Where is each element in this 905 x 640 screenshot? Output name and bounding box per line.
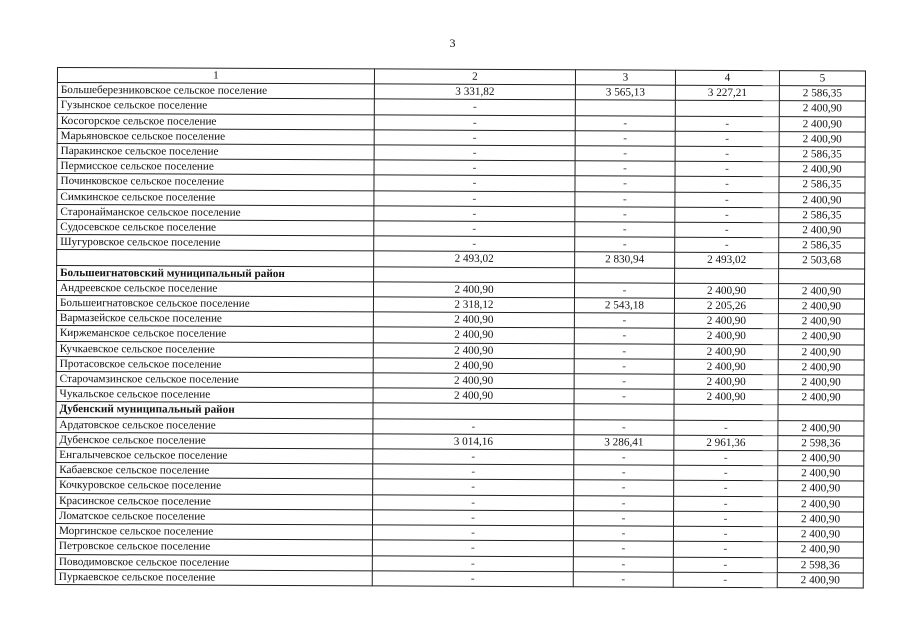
settlement-name: Косогорское сельское поселение (57, 113, 374, 130)
settlement-name: Кучкаевское сельское поселение (56, 341, 373, 358)
value-col-3: - (574, 283, 674, 299)
column-header-1: 1 (57, 68, 374, 85)
settlement-name: Судосевское сельское поселение (57, 220, 374, 237)
value-col-2: - (372, 555, 573, 571)
value-col-4: - (674, 465, 778, 481)
settlement-name: Большеберезниковское сельское поселение (57, 83, 374, 100)
value-col-5: 2 400,90 (778, 512, 864, 528)
value-col-2: - (374, 236, 575, 252)
value-col-2: - (374, 145, 575, 161)
settlement-name: Пуркаевское сельское поселение (55, 569, 372, 586)
settlement-name: Андреевское сельское поселение (57, 280, 374, 297)
value-col-5: 2 400,90 (778, 466, 864, 482)
value-col-4: 2 205,26 (674, 298, 778, 314)
value-col-2: 2 400,90 (373, 373, 574, 389)
value-col-3: - (574, 495, 674, 511)
value-col-2: - (373, 449, 574, 465)
value-col-2: - (373, 495, 574, 511)
value-col-2: - (373, 419, 574, 435)
settlement-name: Чукальское сельское поселение (56, 387, 373, 404)
settlement-name: Вармазейское сельское поселение (56, 311, 373, 328)
value-col-2: - (372, 525, 573, 541)
value-col-4: 2 400,90 (674, 313, 778, 329)
value-col-3: - (575, 191, 675, 207)
value-col-5: 2 586,35 (779, 177, 865, 193)
value-col-5: 2 400,90 (779, 223, 865, 239)
value-col-5 (779, 268, 865, 284)
value-col-5: 2 400,90 (778, 360, 864, 376)
district-name: Дубенский муниципальный район (56, 402, 373, 419)
value-col-4: 2 400,90 (674, 374, 778, 390)
value-col-4: - (675, 192, 779, 208)
settlement-name: Починковское сельское поселение (57, 174, 374, 191)
value-col-2: - (374, 130, 575, 146)
value-col-2: - (372, 571, 573, 587)
value-col-3: - (574, 511, 674, 527)
value-col-5 (778, 405, 864, 421)
settlement-name: Енгалычевское сельское поселение (56, 448, 373, 465)
value-col-2: 2 318,12 (373, 297, 574, 313)
value-col-5: 2 400,90 (778, 299, 864, 315)
page-number: 3 (449, 36, 456, 50)
value-col-2: 2 400,90 (373, 312, 574, 328)
value-col-4: 2 400,90 (674, 329, 778, 345)
value-col-2: - (372, 540, 573, 556)
settlement-name: Старочамзинское сельское поселение (56, 372, 373, 389)
value-col-3: - (575, 115, 675, 131)
value-col-3: - (574, 480, 674, 496)
value-col-5: 2 400,90 (778, 481, 864, 497)
value-col-5: 2 598,36 (778, 436, 864, 452)
tariff-table (55, 67, 866, 588)
value-col-2 (374, 267, 575, 283)
settlement-name: Моргинское сельское поселение (55, 524, 372, 541)
settlement-name: Марьяновское сельское поселение (57, 128, 374, 145)
value-col-4 (675, 268, 779, 284)
value-col-2: 2 400,90 (373, 388, 574, 404)
value-col-3: - (574, 389, 674, 405)
value-col-5: 2 400,90 (778, 344, 864, 360)
settlement-name: Шугуровское сельское поселение (57, 235, 374, 252)
column-header-2: 2 (374, 69, 575, 85)
settlement-name: Дубенское сельское поселение (56, 432, 373, 449)
value-col-5: 2 400,90 (777, 542, 863, 558)
value-col-2: - (374, 160, 575, 176)
value-col-3: - (574, 328, 674, 344)
value-col-3: 2 543,18 (574, 298, 674, 314)
value-col-3: - (575, 161, 675, 177)
value-col-3 (575, 267, 675, 283)
value-col-2: 2 400,90 (373, 343, 574, 359)
value-col-3: - (575, 146, 675, 162)
value-col-3: 2 830,94 (575, 252, 675, 268)
value-col-4: - (674, 511, 778, 527)
value-col-4: 2 400,90 (674, 283, 778, 299)
value-col-5: 2 400,90 (778, 496, 864, 512)
value-col-3: - (574, 343, 674, 359)
value-col-3: - (575, 176, 675, 192)
value-col-4: - (674, 481, 778, 497)
value-col-2: - (373, 479, 574, 495)
value-col-2: - (374, 191, 575, 207)
value-col-5: 2 400,90 (778, 329, 864, 345)
settlement-name: Протасовское сельское поселение (56, 356, 373, 373)
value-col-5: 2 400,90 (778, 451, 864, 467)
settlement-name (57, 250, 374, 267)
value-col-3: 3 286,41 (574, 435, 674, 451)
value-col-4: - (673, 541, 777, 557)
value-col-2: - (374, 221, 575, 237)
value-col-5: 2 586,35 (779, 147, 865, 163)
value-col-4: 3 227,21 (675, 85, 779, 101)
value-col-5: 2 400,90 (778, 283, 864, 299)
value-col-3: - (573, 556, 673, 572)
value-col-2: - (373, 510, 574, 526)
value-col-3 (575, 100, 675, 116)
value-col-2: - (374, 99, 575, 115)
value-col-3: - (574, 313, 674, 329)
value-col-3: - (575, 131, 675, 147)
value-col-2: 2 400,90 (373, 327, 574, 343)
value-col-3: - (574, 374, 674, 390)
column-header-3: 3 (575, 70, 675, 86)
value-col-2: - (374, 206, 575, 222)
value-col-5: 2 400,90 (777, 527, 863, 543)
value-col-3: - (574, 465, 674, 481)
table-row (55, 569, 863, 588)
value-col-4: - (675, 177, 779, 193)
column-header-4: 4 (675, 70, 779, 86)
value-col-4: - (675, 161, 779, 177)
value-col-4: - (674, 496, 778, 512)
value-col-3: 3 565,13 (575, 85, 675, 101)
value-col-4: 2 400,90 (674, 359, 778, 375)
value-col-2: - (373, 464, 574, 480)
value-col-4: 2 400,90 (674, 344, 778, 360)
settlement-name: Пермисское сельское поселение (57, 159, 374, 176)
value-col-4: - (673, 557, 777, 573)
value-col-4: - (675, 116, 779, 132)
settlement-name: Петровское сельское поселение (55, 539, 372, 556)
value-col-5: 2 503,68 (779, 253, 865, 269)
value-col-3: - (574, 359, 674, 375)
settlement-name: Гузынское сельское поселение (57, 98, 374, 115)
settlement-name: Большеигнатовское сельское поселение (56, 296, 373, 313)
value-col-5: 2 400,90 (777, 572, 863, 588)
value-col-4: - (675, 237, 779, 253)
district-name: Большеигнатовский муниципальный район (57, 265, 374, 282)
value-col-4: - (673, 572, 777, 588)
value-col-5: 2 400,90 (778, 314, 864, 330)
value-col-5: 2 400,90 (779, 192, 865, 208)
value-col-4 (674, 405, 778, 421)
settlement-name: Киржеманское сельское поселение (56, 326, 373, 343)
value-col-5: 2 400,90 (779, 131, 865, 147)
value-col-5: 2 400,90 (778, 420, 864, 436)
table-body (55, 83, 865, 588)
value-col-2: 3 331,82 (374, 84, 575, 100)
value-col-4: - (675, 146, 779, 162)
value-col-3: - (575, 207, 675, 223)
settlement-name: Симкинское сельское поселение (57, 189, 374, 206)
value-col-4: - (675, 207, 779, 223)
settlement-name: Поводимовское сельское поселение (55, 554, 372, 571)
value-col-4: - (674, 420, 778, 436)
value-col-3 (574, 404, 674, 420)
value-col-2: 2 400,90 (373, 282, 574, 298)
value-col-4 (675, 101, 779, 117)
value-col-2 (373, 403, 574, 419)
value-col-5: 2 400,90 (778, 390, 864, 406)
value-col-4: - (675, 222, 779, 238)
value-col-3: - (573, 571, 673, 587)
value-col-3: - (575, 237, 675, 253)
value-col-4: - (675, 131, 779, 147)
value-col-4: - (674, 450, 778, 466)
value-col-3: - (575, 222, 675, 238)
value-col-5: 2 400,90 (779, 116, 865, 132)
value-col-2: 2 400,90 (373, 358, 574, 374)
settlement-name: Старонайманское сельское поселение (57, 204, 374, 221)
value-col-4: 2 961,36 (674, 435, 778, 451)
value-col-4: - (673, 526, 777, 542)
settlement-name: Кабаевское сельское поселение (56, 463, 373, 480)
value-col-3: - (573, 541, 673, 557)
value-col-3: - (574, 450, 674, 466)
value-col-5: 2 586,35 (779, 238, 865, 254)
value-col-2: 3 014,16 (373, 434, 574, 450)
value-col-3: - (574, 419, 674, 435)
settlement-name: Ломатское сельское поселение (56, 508, 373, 525)
value-col-5: 2 400,90 (779, 162, 865, 178)
settlement-name: Паракинское сельское поселение (57, 144, 374, 161)
settlement-name: Красинское сельское поселение (56, 493, 373, 510)
value-col-2: 2 493,02 (374, 251, 575, 267)
value-col-4: 2 400,90 (674, 389, 778, 405)
column-header-5: 5 (779, 71, 865, 87)
value-col-2: - (374, 175, 575, 191)
value-col-5: 2 400,90 (779, 101, 865, 117)
value-col-5: 2 598,36 (777, 557, 863, 573)
settlement-name: Ардатовское сельское поселение (56, 417, 373, 434)
value-col-4: 2 493,02 (675, 253, 779, 269)
settlement-name: Кочкуровское сельское поселение (56, 478, 373, 495)
value-col-5: 2 586,35 (779, 86, 865, 102)
value-col-2: - (374, 114, 575, 130)
value-col-5: 2 586,35 (779, 207, 865, 223)
value-col-5: 2 400,90 (778, 375, 864, 391)
value-col-3: - (573, 526, 673, 542)
